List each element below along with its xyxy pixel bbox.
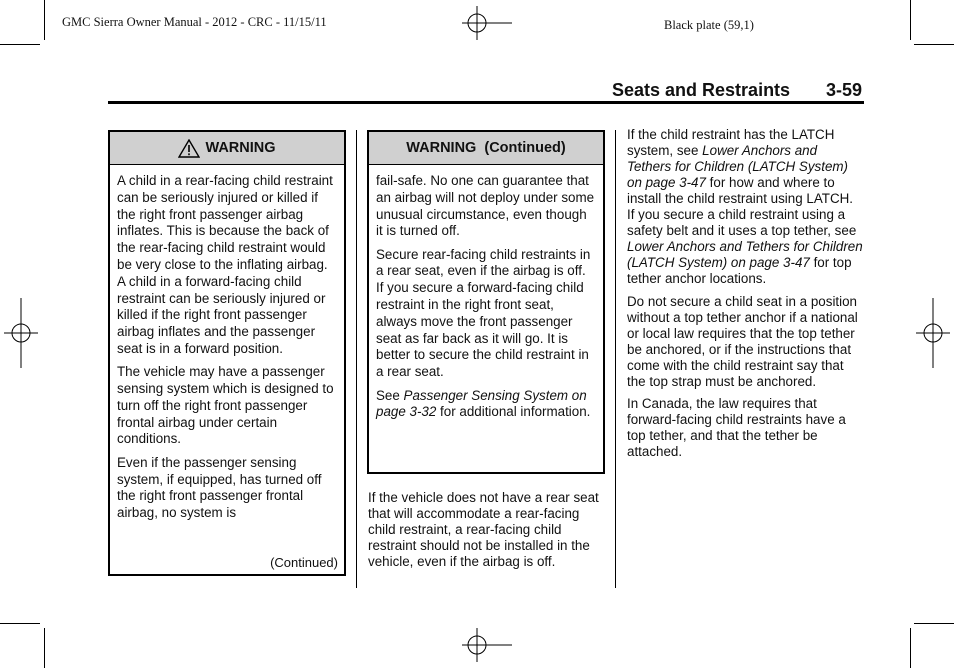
crop-mark [914,623,954,624]
warning-box-body [110,165,344,522]
warning-box-header [110,132,344,165]
crop-mark [0,623,40,624]
text-run: for additional information. [436,404,591,420]
warning-paragraph: A child in a rear-facing child restraint can be seriously injured or killed if the right front passenger airbag inflates. This is because the back of the rear-facing child restraint would be very close to the inflating airbag. A child in a forward-facing child restraint can be seriously injured or killed if the right front passenger airbag inflates and the passenger seat is in a forward position. [117,173,333,356]
body-paragraph [627,127,863,287]
text-run: for top tether anchor locations. [627,255,852,286]
registration-mark-icon [462,6,512,40]
cross-reference: Passenger Sensing System on page 3-32 [376,387,587,420]
cross-reference: Lower Anchors and Tethers for Children (LATCH System) on page 3-47 [627,239,863,270]
warning-heading: WARNING [205,140,276,156]
warning-heading: WARNING (Continued) [406,140,566,156]
crop-mark [910,0,911,40]
body-paragraph: If the vehicle does not have a rear seat that will accommodate a rear-facing child restraint, a rear-facing child restraint should not be installed in the vehicle, even if the airbag is off. [368,490,599,569]
header-rule [108,101,864,104]
registration-mark-icon [4,298,38,368]
registration-mark-icon [916,298,950,368]
crop-mark [0,44,40,45]
warning-continued-box [367,130,605,474]
text-run: See [376,387,404,403]
column-divider [356,130,357,588]
continued-label: (Continued) [270,555,338,570]
crop-mark [910,628,911,668]
text-run: for how and where to install the child restraint using LATCH. If you secure a child restraint using a safety belt and it uses a top tether, see [627,175,857,238]
print-header-right: Black plate (59,1) [664,18,754,32]
page-number: 3-59 [826,80,863,100]
column-divider [615,130,616,588]
warning-box [108,130,346,576]
warning-triangle-icon [178,139,200,158]
warning-paragraph: Even if the passenger sensing system, if equipped, has turned off the right front passenger frontal airbag, no system is [117,454,322,521]
section-title: Seats and Restraints [612,80,791,100]
warning-paragraph [376,388,596,422]
warning-paragraph: Secure rear-facing child restraints in a rear seat, even if the airbag is off. If you secure a forward-facing child restraint in the right front seat, always move the front passenger seat as far back as it will go. It is better to secure the child restraint in a rear seat. [376,246,591,380]
warning-paragraph: fail-safe. No one can guarantee that an airbag will not deploy under some unusual circumstance, even though it is turned off. [376,173,595,239]
crop-mark [914,44,954,45]
warning-box-body [369,165,603,421]
print-header-left: GMC Sierra Owner Manual - 2012 - CRC - 11/15/11 [62,15,327,29]
body-paragraph: In Canada, the law requires that forward-facing child restraints have a top tether, and that the tether be attached. [627,396,846,459]
warning-box-header [369,132,603,165]
crop-mark [44,0,45,40]
crop-mark [44,628,45,668]
body-text-column-3 [627,127,863,467]
body-paragraph: Do not secure a child seat in a position without a top tether anchor if a national or local law requires that the top tether be anchored, or if the instructions that come with the child restraint say that the top strap must be anchored. [627,293,858,389]
warning-paragraph: The vehicle may have a passenger sensing system which is designed to turn off the right front passenger frontal airbag under certain conditions. [117,364,334,447]
text-run: If the child restraint has the LATCH system, see [627,127,835,158]
cross-reference: Lower Anchors and Tethers for Children (LATCH System) on page 3-47 [627,143,849,190]
body-text-column-2 [368,490,604,577]
registration-mark-icon [462,628,512,662]
